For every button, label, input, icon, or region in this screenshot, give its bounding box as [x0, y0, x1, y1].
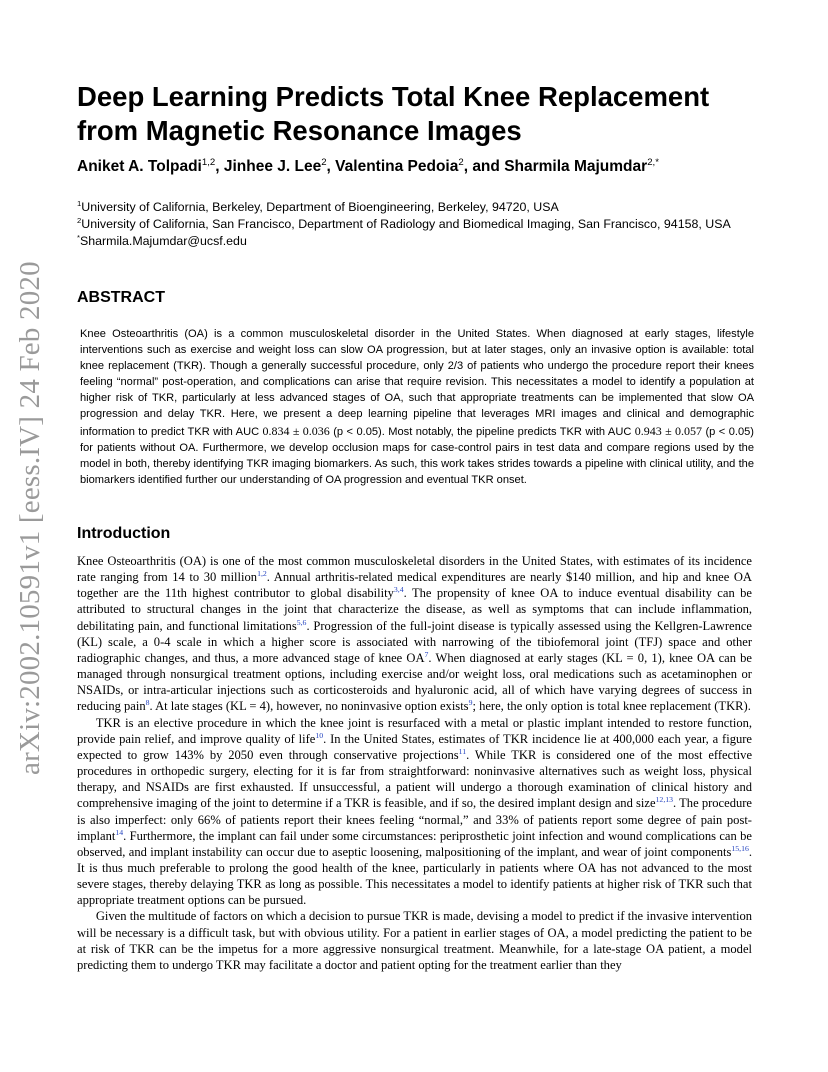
author-name: Valentina Pedoia — [335, 158, 459, 175]
intro-text-segment: . Progression of the full-joint disease is typically assessed using the Kellgren-Lawrence (KL) scale, a 0-4 scale in which a higher score is associated with narrowing of the tibiofemoral joint (TFJ) space and other radiographic changes, and thus, a more advanced stage of knee OA — [77, 618, 752, 665]
affiliations — [77, 199, 757, 250]
intro-text-segment: . Annual arthritis-related medical expenditures are nearly $140 million, and hip and knee OA together are the 11th highest contributor to global disability — [77, 570, 752, 601]
citation-link[interactable]: 15,16 — [731, 843, 749, 853]
author-name: Sharmila Majumdar — [504, 158, 648, 175]
abstract-text — [80, 326, 754, 488]
citation-link[interactable]: 14 — [115, 827, 124, 837]
intro-text-segment: . In the United States, estimates of TKR incidence lie at 400,000 each year, a figure expected to grow 143% by 2050 even through conservative projections — [77, 731, 753, 762]
abstract-auc-value: 0.943 ± 0.057 — [634, 423, 703, 438]
intro-text-segment: . At late stages (KL = 4), however, no noninvasive option exists — [149, 699, 469, 714]
corresponding-marker: * — [77, 232, 80, 242]
affiliation-marker: 1 — [77, 198, 82, 208]
affiliation-1 — [77, 199, 757, 216]
intro-text-segment: Given the multitude of factors on which a decision to pursue TKR is made, devising a model to predict if the invasive intervention will be necessary is a difficult task, but with obvious utility. For a patient in earlier stages of OA, a model predicting the patient to be at risk of TKR can be the impetus for a more aggressive nonsurgical treatment. Meanwhile, for a late-stage OA patient, a model predicting them to undergo TKR may facilitate a doctor and patient opting for the treatment earlier than they — [77, 909, 752, 972]
author-name: Jinhee J. Lee — [223, 158, 322, 175]
citation-link[interactable]: 8 — [145, 698, 150, 708]
intro-paragraph-1 — [77, 553, 752, 715]
intro-text-segment: ; here, the only option is total knee replacement (TKR). — [472, 699, 751, 714]
affiliation-text: University of California, San Francisco, Department of Radiology and Biomedical Imaging, San Francisco, 94158, USA — [81, 217, 731, 231]
abstract-segment: Knee Osteoarthritis (OA) is a common musculoskeletal disorder in the United States. When diagnosed at early stages, lifestyle interventions such as exercise and weight loss can slow OA progression, but at later stages, only an invasive option is available: total knee replacement (TKR). Though a generally successful procedure, only 2/3 of patients who undergo the procedure report their knees feeling “normal” post-operation, and complications can arise that require revision. This necessitates a model to identify a population at higher risk of TKR, particularly at less advanced stages of OA, such that appropriate treatments can be implemented that slow OA progression and delay TKR. Here, we present a deep learning pipeline that leverages MRI images and clinical and demographic information to predict TKR with AUC — [80, 328, 754, 438]
abstract-heading: ABSTRACT — [77, 289, 165, 306]
author-name: Aniket A. Tolpadi — [77, 158, 202, 175]
abstract-auc-value: 0.834 ± 0.036 — [262, 423, 330, 438]
author-affiliation-marker: 2 — [458, 156, 464, 168]
intro-text-segment: Knee Osteoarthritis (OA) is one of the most common musculoskeletal disorders in the United States, with estimates of its incidence rate ranging from 14 to 30 million — [77, 554, 752, 585]
arxiv-identifier-stamp: arXiv:2002.10591v1 [eess.IV] 24 Feb 2020 — [14, 261, 46, 775]
corresponding-email — [77, 233, 757, 250]
affiliation-2 — [77, 216, 757, 233]
paper-title: Deep Learning Predicts Total Knee Replacement from Magnetic Resonance Images — [77, 81, 710, 146]
abstract-segment: (p < 0.05) for patients without OA. Furthermore, we develop occlusion maps for case-control pairs in test data and compare regions used by the model in both, thereby identifying TKR imaging biomarkers. As such, this work takes strides towards a pipeline with clinical utility, and the biomarkers identified further our understanding of OA progression and eventual TKR onset. — [80, 425, 754, 486]
intro-text-segment: . While TKR is considered one of the most effective procedures in orthopedic surgery, electing for it is far from straightforward: noninvasive alternatives such as weight loss, physical therapy, and NSAIDs are first exhausted. If unsuccessful, a patient will undergo a thorough examination of clinical history and comprehensive imaging of the joint to determine if a TKR is feasible, and if so, the desired implant design and size — [77, 747, 753, 811]
intro-text-segment: TKR is an elective procedure in which the knee joint is resurfaced with a metal or plastic implant intended to restore function, provide pain relief, and improve quality of life — [77, 715, 752, 746]
intro-text-segment: . The procedure is also imperfect: only 66% of patients report their knees feeling “normal,” and 33% of patients report some degree of pain post-implant — [77, 796, 752, 843]
abstract-segment: (p < 0.05). Most notably, the pipeline predicts TKR with AUC — [329, 425, 635, 438]
citation-link[interactable]: 1,2 — [257, 568, 267, 578]
introduction-heading: Introduction — [77, 525, 171, 542]
affiliation-text: University of California, Berkeley, Department of Bioengineering, Berkeley, 94720, USA — [81, 200, 559, 214]
introduction-body — [77, 553, 752, 973]
author-affiliation-marker: 2,* — [647, 156, 659, 168]
email-text[interactable]: Sharmila.Majumdar@ucsf.edu — [80, 234, 247, 248]
intro-text-segment: . When diagnosed at early stages (KL = 0, 1), knee OA can be managed through nonsurgical treatment options, including exercise and/or weight loss, oral medications such as acetaminophen or NSAIDs, or intra-articular injections such as corticosteroids and hyaluronic acid, all of which have varying degrees of success in reducing pain — [77, 650, 752, 714]
intro-paragraph-2 — [77, 715, 752, 909]
citation-link[interactable]: 10 — [315, 730, 324, 740]
intro-text-segment: . The propensity of knee OA to induce eventual disability can be attributed to structural changes in the joint that characterize the disease, as well as symptoms that can include inflammation, debilitating pain, and functional limitations — [77, 586, 752, 633]
author-affiliation-marker: 2 — [321, 156, 327, 168]
citation-link[interactable]: 11 — [458, 746, 467, 756]
intro-text-segment: . It is thus much preferable to prolong the good health of the knee, particularly in patients where OA has not advanced to the most severe stages, thereby delaying TKR as long as possible. This necessitates a model to identify patients at higher risk of TKR such that appropriate treatment options can be pursued. — [77, 844, 752, 908]
citation-link[interactable]: 9 — [468, 698, 473, 708]
citation-link[interactable]: 3,4 — [393, 585, 404, 595]
citation-link[interactable]: 7 — [424, 649, 429, 659]
author-affiliation-marker: 1,2 — [201, 156, 216, 168]
affiliation-marker: 2 — [77, 215, 82, 225]
intro-paragraph-3 — [77, 908, 752, 973]
intro-text-segment: . Furthermore, the implant can fail under some circumstances: periprosthetic joint infection and wound complications can be observed, and implant instability can occur due to aseptic loosening, malpositioning of the implant, and wear of joint components — [77, 828, 752, 859]
author-list: Aniket A. Tolpadi$^{1,2}$, Jinhee J. Lee$^2$, Valentina Pedoia$^2$, and Sharmila Majumdar$^{2,*}$ — [77, 156, 659, 175]
citation-link[interactable]: 12,13 — [655, 795, 674, 805]
citation-link[interactable]: 5,6 — [296, 617, 307, 627]
